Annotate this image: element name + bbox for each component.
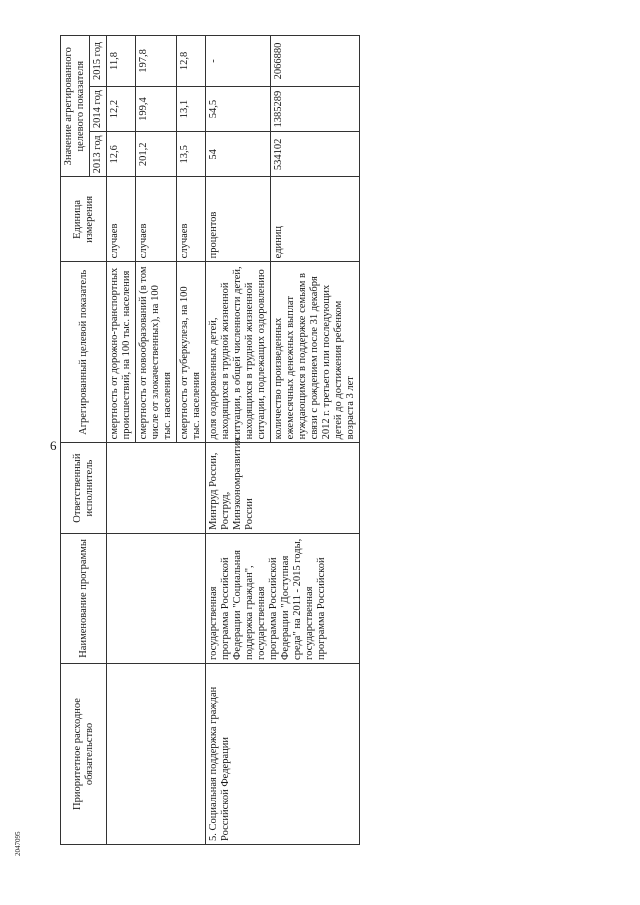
header-year-2015: 2015 год <box>90 36 107 87</box>
empty-executor-cell <box>107 443 206 534</box>
row-number: 5. <box>208 833 219 841</box>
header-obligation: Приоритетное расходное обязательство <box>61 663 107 844</box>
value-2015-cell: 197,8 <box>136 36 177 87</box>
value-2014-cell: 13,1 <box>177 86 206 131</box>
unit-cell: случаев <box>136 177 177 262</box>
document-code: 2047095 <box>14 831 22 856</box>
header-value-group: Значение агрегированного целевого показателя <box>61 36 90 177</box>
program-text: государственная программа Российской Федерации "Социальная поддержка граждан", государственная программа Российской Федерации "Доступная среда" на 2011 - 2015 годы, государственная программа Российской <box>208 538 327 660</box>
header-year-2013: 2013 год <box>90 132 107 177</box>
value-2013-cell: 534102 <box>271 132 360 177</box>
budget-obligations-table <box>60 35 360 845</box>
indicator-cell: доля оздоровленных детей, находящихся в трудной жизненной ситуации, в общей численности детей, находящихся в трудной жизненной ситуации, подлежащих оздоровлению <box>206 262 271 443</box>
indicator-cell: количество произведенных ежемесячных денежных выплат нуждающимся в поддержке семьям в связи с рождением после 31 декабря 2012 г. третьего или последующих детей до достижения ребенком возраста 3 лет <box>271 262 360 443</box>
page-number: 6 <box>50 438 57 453</box>
unit-cell: случаев <box>177 177 206 262</box>
value-2015-cell: 2066880 <box>271 36 360 87</box>
unit-cell: единиц <box>271 177 360 262</box>
value-2013-cell: 54 <box>206 132 271 177</box>
header-indicator: Агрегированный целевой показатель <box>61 262 107 443</box>
value-2014-cell: 12,2 <box>107 86 136 131</box>
value-2015-cell: - <box>206 36 271 87</box>
header-program: Наименование программы <box>61 533 107 663</box>
value-2013-cell: 13,5 <box>177 132 206 177</box>
indicator-cell: смертность от новообразований (в том числе от злокачественных), на 100 тыс. населения <box>136 262 177 443</box>
rotated-table-sheet <box>60 35 540 845</box>
value-2013-cell: 12,6 <box>107 132 136 177</box>
header-executor: Ответственный исполнитель <box>61 443 107 534</box>
unit-cell: процентов <box>206 177 271 262</box>
value-2014-cell: 54,5 <box>206 86 271 131</box>
value-2014-cell: 1385289 <box>271 86 360 131</box>
obligation-cell <box>206 663 360 844</box>
table-row <box>107 36 136 845</box>
value-2014-cell: 199,4 <box>136 86 177 131</box>
header-year-2014: 2014 год <box>90 86 107 131</box>
indicator-cell: смертность от туберкулеза, на 100 тыс. населения <box>177 262 206 443</box>
value-2015-cell: 12,8 <box>177 36 206 87</box>
empty-program-cell <box>107 533 206 663</box>
header-unit: Единица измерения <box>61 177 107 262</box>
unit-cell: случаев <box>107 177 136 262</box>
empty-obligation-cell <box>107 663 206 844</box>
obligation-text: Социальная поддержка граждан Российской Федерации <box>208 686 231 841</box>
value-2015-cell: 11,8 <box>107 36 136 87</box>
indicator-cell: смертность от дорожно-транспортных происшествий, на 100 тыс. населения <box>107 262 136 443</box>
program-cell <box>206 533 360 663</box>
table-row-5 <box>206 36 271 845</box>
executor-cell: Минтруд России, Роструд, Минэкономразвития России <box>206 443 360 534</box>
value-2013-cell: 201,2 <box>136 132 177 177</box>
